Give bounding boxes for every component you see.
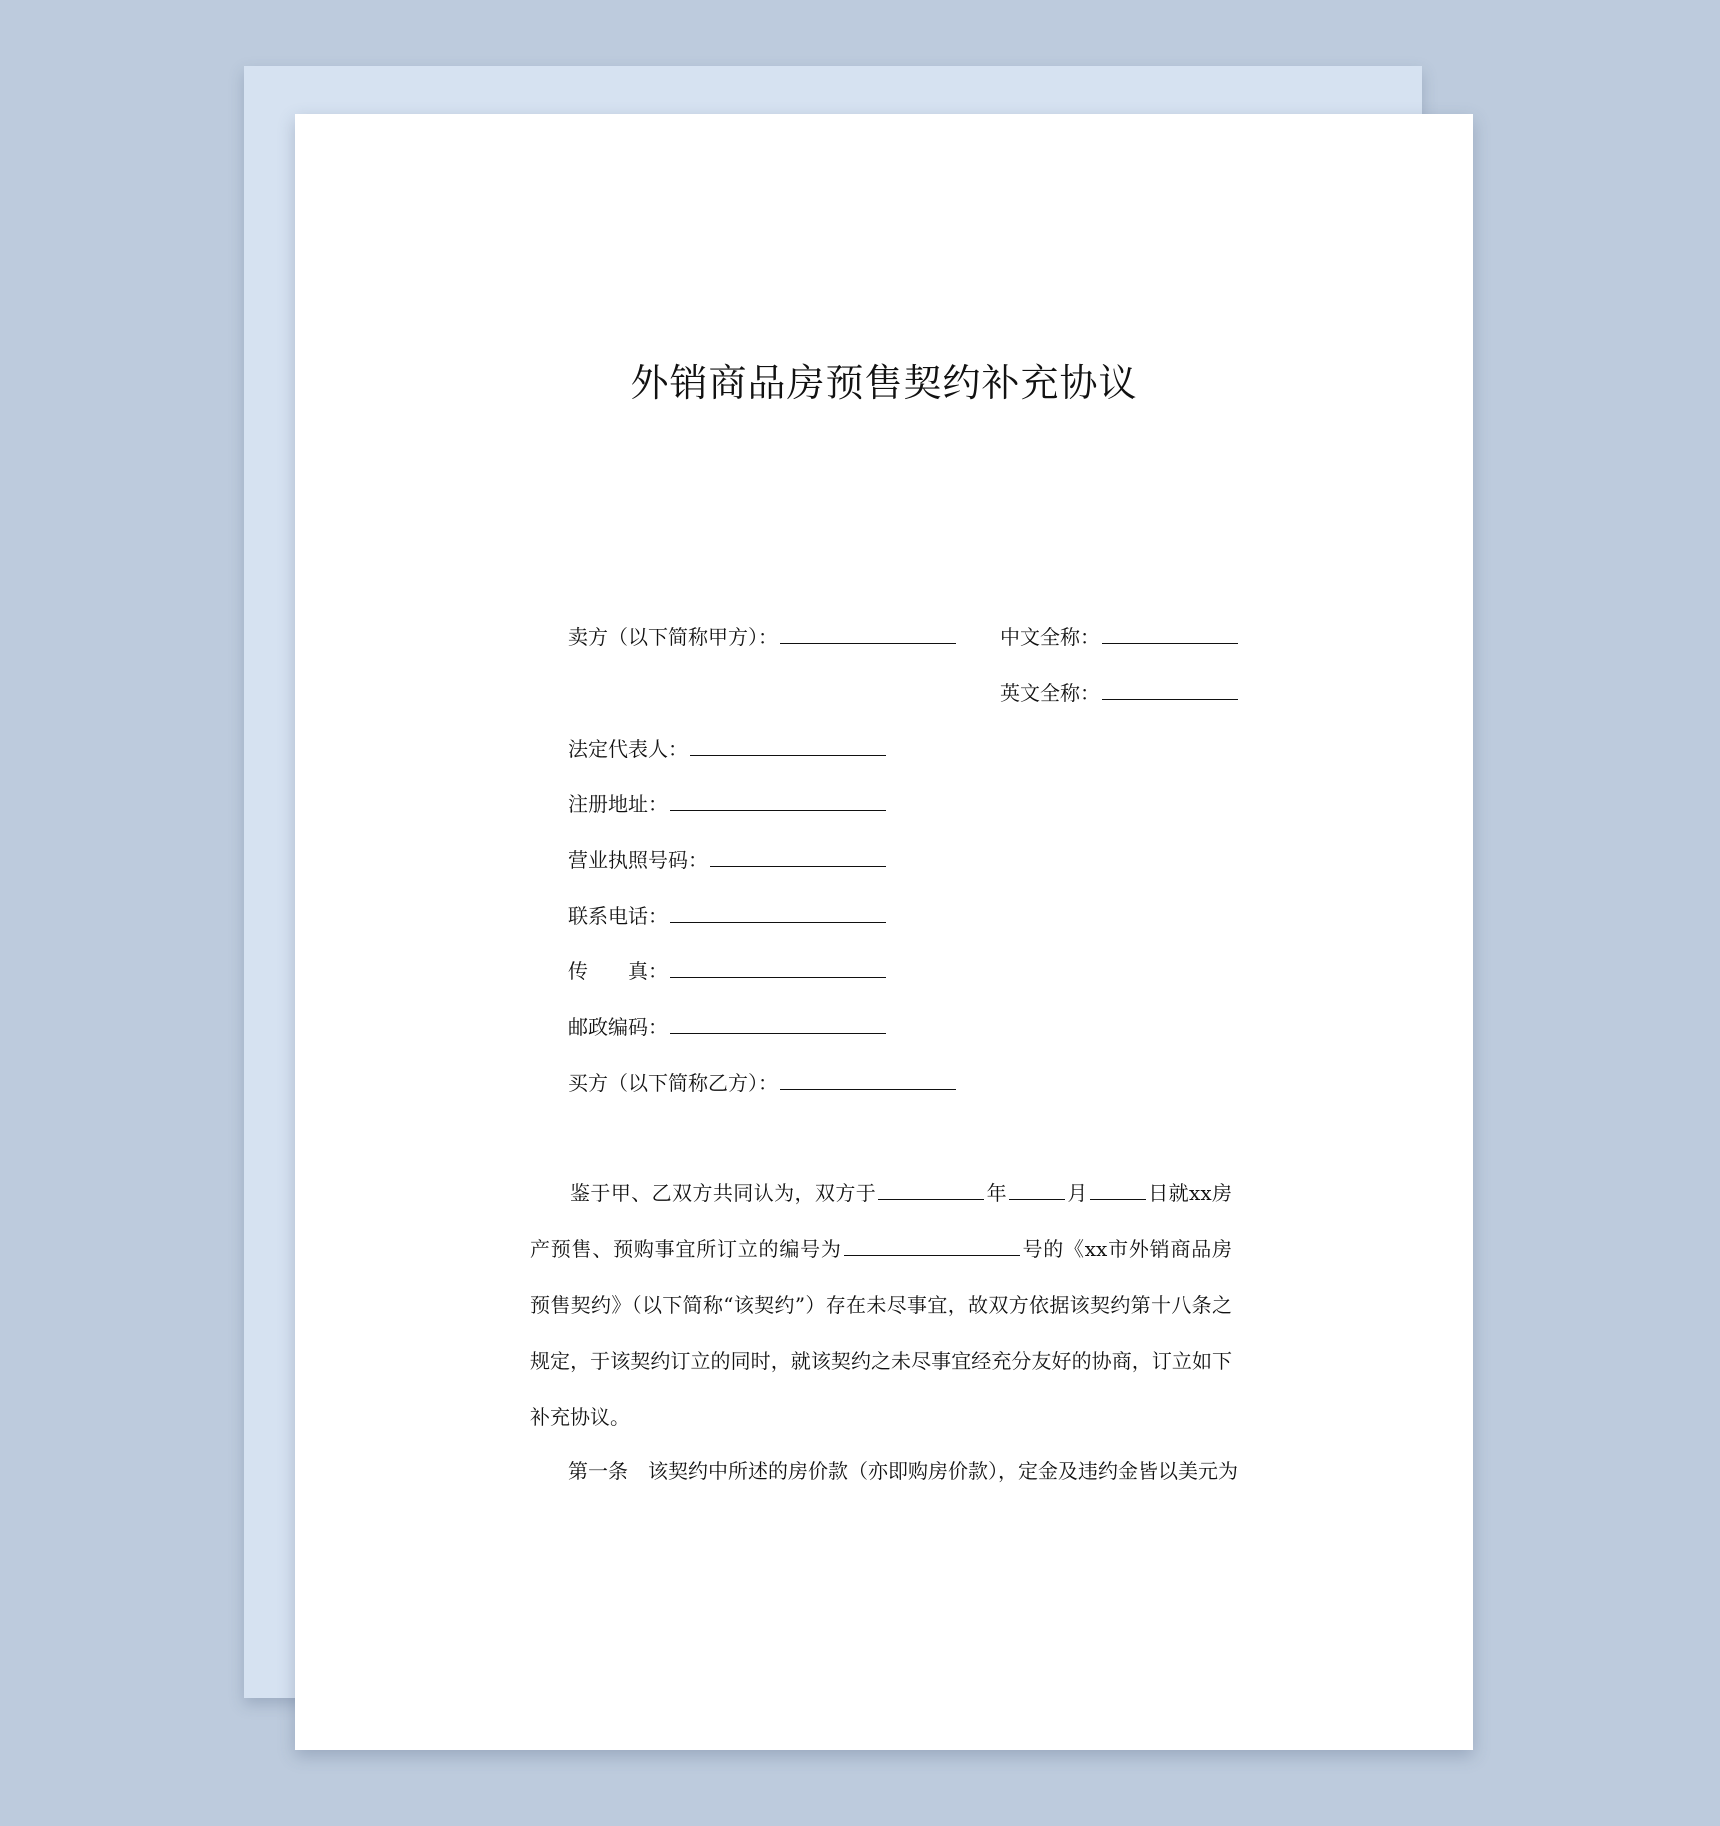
preamble-part3: 号的《xx市外销商品房预售契约》（以下简称“该契约”）存在未尽事宜，故双方依据该契约第十八条之规定，于该契约订立的同时，就该契约之未尽事宜经充分友好的协商，订立如下补充协议。 [530, 1237, 1233, 1429]
postcode-blank[interactable] [670, 1011, 886, 1034]
seller-field [568, 621, 958, 651]
buyer-label: 买方（以下简称乙方）： [568, 1071, 778, 1095]
preamble-paragraph [530, 1165, 1232, 1445]
postcode-field [568, 1011, 888, 1041]
year-blank[interactable] [878, 1177, 984, 1200]
license-label: 营业执照号码： [568, 848, 708, 872]
reg-address-blank[interactable] [670, 788, 886, 811]
legal-rep-blank[interactable] [690, 733, 886, 756]
reg-address-label: 注册地址： [568, 792, 668, 816]
phone-label: 联系电话： [568, 904, 668, 928]
month-blank[interactable] [1009, 1177, 1065, 1200]
document-page [295, 114, 1473, 1750]
reg-address-field [568, 788, 888, 818]
phone-blank[interactable] [670, 900, 886, 923]
license-field [568, 844, 888, 874]
english-name-label: 英文全称： [1000, 681, 1100, 705]
buyer-field [568, 1067, 958, 1097]
month-label: 月 [1066, 1181, 1088, 1205]
seller-blank[interactable] [780, 621, 956, 644]
year-label: 年 [986, 1181, 1007, 1205]
postcode-label: 邮政编码： [568, 1015, 668, 1039]
license-blank[interactable] [710, 844, 886, 867]
preamble-part1: 鉴于甲、乙双方共同认为，双方于 [570, 1181, 877, 1205]
legal-rep-label: 法定代表人： [568, 737, 688, 761]
fax-field [568, 955, 888, 985]
english-name-blank[interactable] [1102, 677, 1238, 700]
seller-label: 卖方（以下简称甲方）： [568, 625, 778, 649]
phone-field [568, 900, 888, 930]
day-blank[interactable] [1090, 1177, 1146, 1200]
preamble-part2: 日就xx房产预售、预购事宜所订立的编号为 [530, 1181, 1233, 1261]
fax-label: 传 真： [568, 959, 668, 983]
legal-rep-field [568, 733, 888, 763]
chinese-name-blank[interactable] [1102, 621, 1238, 644]
buyer-blank[interactable] [780, 1067, 956, 1090]
article-1: 第一条 该契约中所述的房价款（亦即购房价款），定金及违约金皆以美元为 [568, 1459, 1238, 1483]
chinese-name-field [1000, 621, 1240, 651]
english-name-field [1000, 677, 1240, 707]
document-title: 外销商品房预售契约补充协议 [630, 361, 1138, 405]
chinese-name-label: 中文全称： [1000, 625, 1100, 649]
contract-number-blank[interactable] [844, 1233, 1020, 1256]
fax-blank[interactable] [670, 955, 886, 978]
